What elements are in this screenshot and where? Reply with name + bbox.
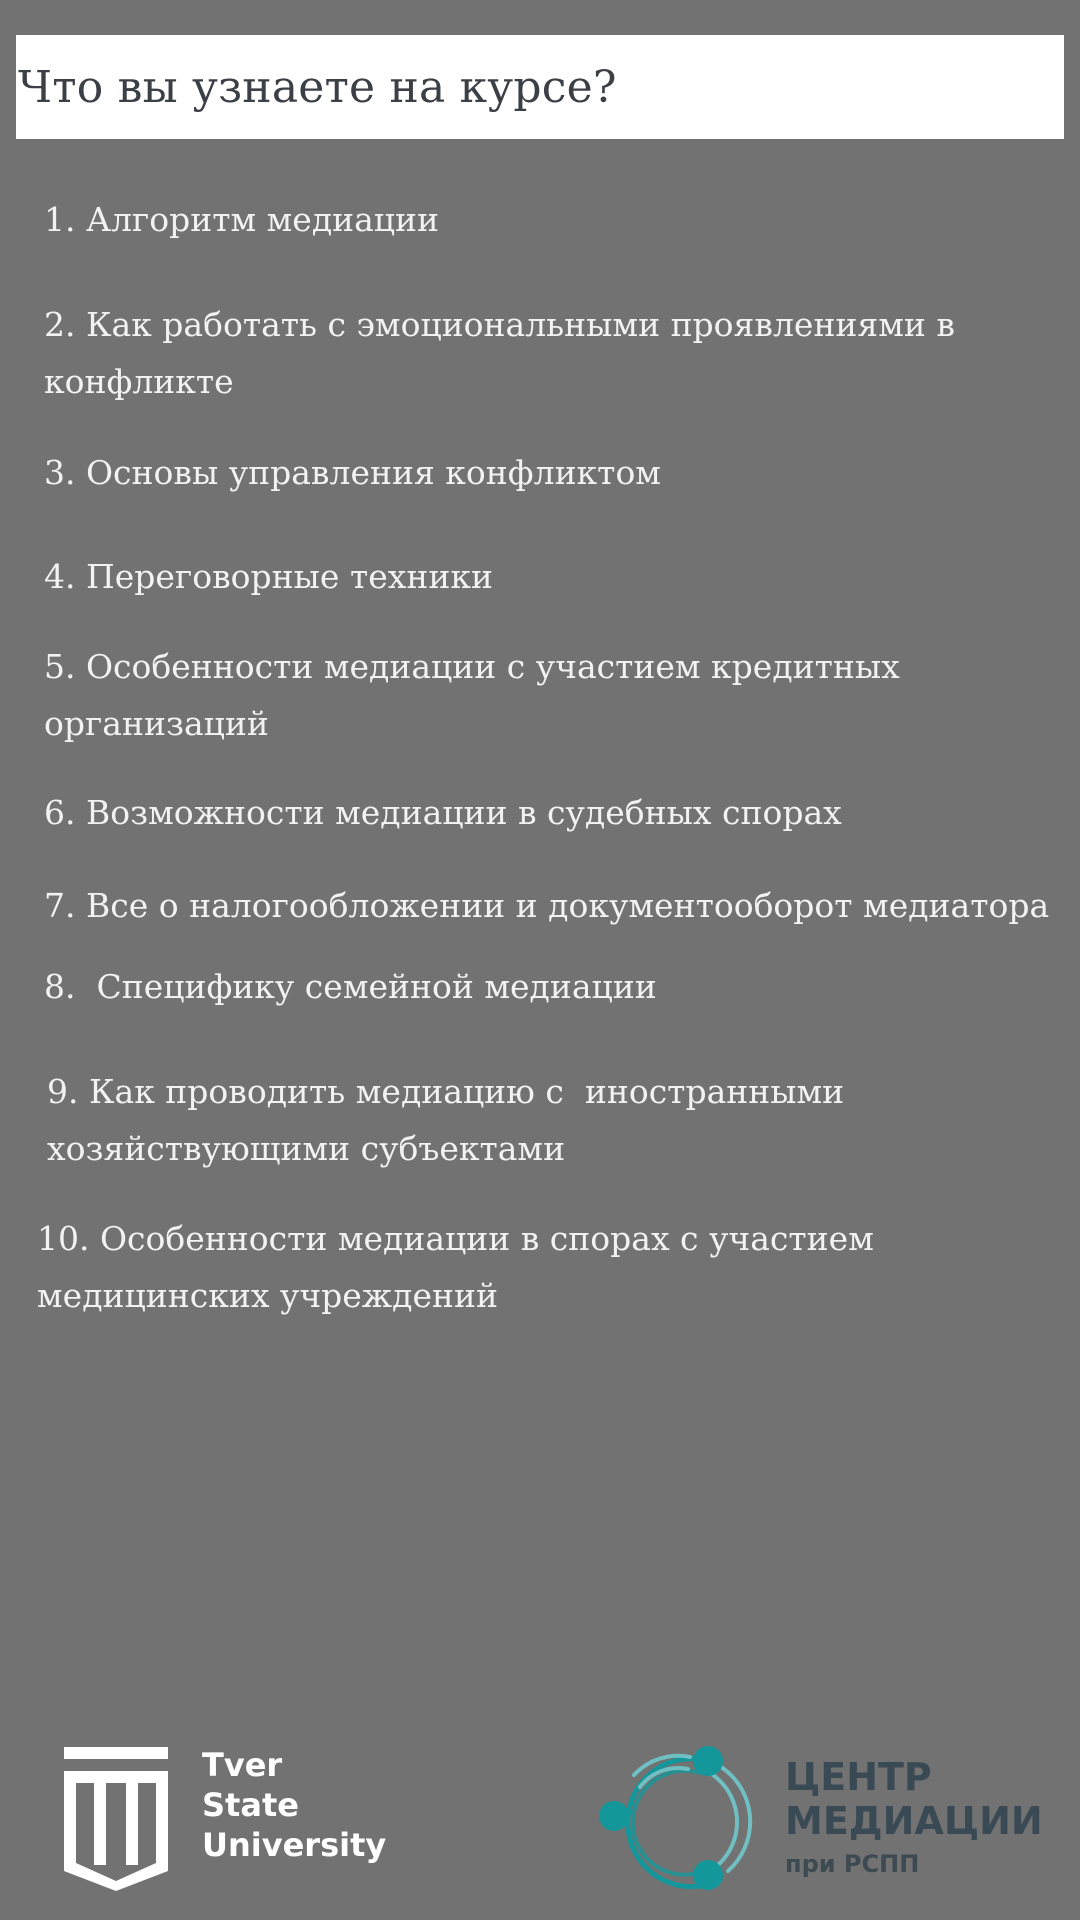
mediation-center-logo bbox=[590, 1735, 1050, 1905]
mediation-logo-line-1: ЦЕНТР bbox=[785, 1755, 932, 1799]
tver-logo-line-3: University bbox=[202, 1826, 387, 1864]
list-item-7: 7. Все о налогообложении и документооборот медиатора bbox=[44, 886, 1050, 925]
mediation-logo-line-3: при РСПП bbox=[785, 1850, 920, 1878]
tver-logo-line-1: Tver bbox=[202, 1746, 283, 1784]
tver-university-logo-icon bbox=[62, 1745, 174, 1891]
list-item-2: 2. Как работать с эмоциональными проявлениями в конфликте bbox=[44, 305, 966, 401]
mediation-logo-line-2: МЕДИАЦИИ bbox=[785, 1799, 1043, 1843]
tver-logo-line-2: State bbox=[202, 1786, 299, 1824]
list-item-3: 3. Основы управления конфликтом bbox=[44, 453, 661, 492]
list-item-5: 5. Особенности медиации с участием кредитных организаций bbox=[44, 647, 911, 743]
mediation-center-logo-icon bbox=[590, 1735, 760, 1905]
list-item-8: 8. Специфику семейной медиации bbox=[44, 967, 657, 1006]
tver-state-university-logo bbox=[62, 1745, 387, 1895]
title-banner bbox=[16, 35, 1064, 139]
page-title: Что вы узнаете на курсе? bbox=[18, 61, 617, 113]
list-item-9: 9. Как проводить медиацию с иностранными хозяйствующими субъектами bbox=[47, 1072, 855, 1168]
list-item-6: 6. Возможности медиации в судебных спорах bbox=[44, 793, 842, 832]
list-item-1: 1. Алгоритм медиации bbox=[44, 200, 440, 239]
list-item-10: 10. Особенности медиации в спорах с участием медицинских учреждений bbox=[37, 1219, 885, 1315]
list-item-4: 4. Переговорные техники bbox=[44, 557, 493, 596]
